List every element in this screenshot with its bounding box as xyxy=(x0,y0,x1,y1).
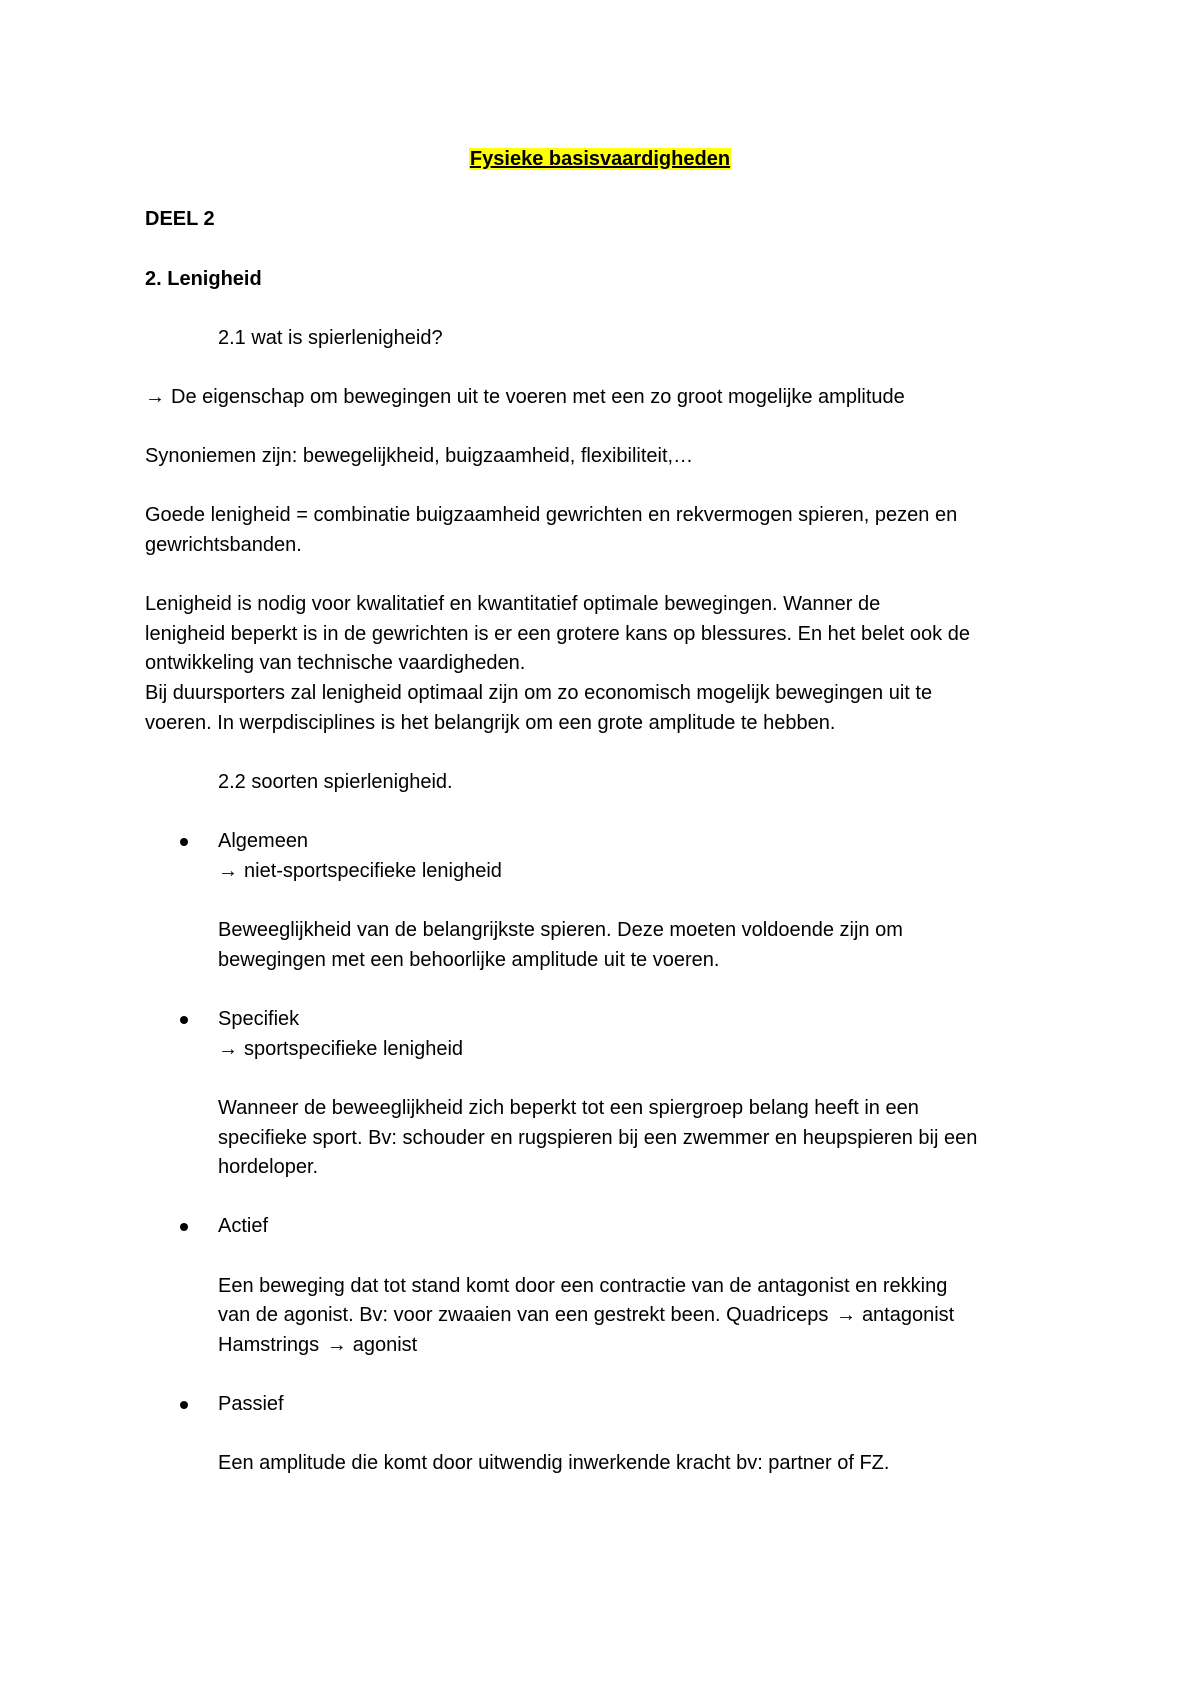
bullet-icon xyxy=(180,838,188,846)
actief-desc-line-3 xyxy=(218,1330,417,1360)
actief-desc-line-3-pre: Hamstrings xyxy=(218,1334,320,1356)
paragraph-line: Bij duursporters zal lenigheid optimaal zijn om zo economisch mogelijk bewegingen uit te xyxy=(145,682,933,704)
paragraph-line: Lenigheid is nodig voor kwalitatief en kwantitatief optimale bewegingen. Wanner de xyxy=(145,593,881,615)
bullet-icon xyxy=(180,1223,188,1231)
document-title-text: Fysieke basisvaardigheden xyxy=(469,148,731,170)
specifiek-desc-line-1: Wanneer de beweeglijkheid zich beperkt tot een spiergroep belang heeft in een xyxy=(218,1097,919,1119)
synonyms-line: Synoniemen zijn: bewegelijkheid, buigzaamheid, flexibiliteit,… xyxy=(145,445,694,467)
bullet-icon xyxy=(180,1401,188,1409)
paragraph-line: voeren. In werpdisciplines is het belangrijk om een grote amplitude te hebben. xyxy=(145,712,836,734)
subsection-heading-2-1: 2.1 wat is spierlenigheid? xyxy=(218,327,443,349)
bullet-label-actief: Actief xyxy=(218,1215,269,1237)
section-heading: 2. Lenigheid xyxy=(145,268,262,290)
subsection-heading-2-2: 2.2 soorten spierlenigheid. xyxy=(218,771,453,793)
actief-desc-line-2-pre: van de agonist. Bv: voor zwaaien van een gestrekt been. Quadriceps xyxy=(218,1304,829,1326)
actief-desc-line-2-post: antagonist xyxy=(861,1304,955,1326)
algemeen-arrow-line xyxy=(218,856,502,886)
algemeen-desc-line-1: Beweeglijkheid van de belangrijkste spieren. Deze moeten voldoende zijn om xyxy=(218,919,903,941)
arrow-right-icon: → xyxy=(218,860,238,882)
paragraph-line: ontwikkeling van technische vaardigheden. xyxy=(145,652,526,674)
good-flexibility-line-1: Goede lenigheid = combinatie buigzaamheid gewrichten en rekvermogen spieren, pezen en xyxy=(145,504,958,526)
actief-desc-line-3-post: agonist xyxy=(352,1334,418,1356)
document-title xyxy=(0,144,1200,174)
arrow-right-icon: → xyxy=(145,386,165,408)
good-flexibility-line-2: gewrichtsbanden. xyxy=(145,534,302,556)
algemeen-arrow-text: niet-sportspecifieke lenigheid xyxy=(244,860,502,882)
passief-desc-line-1: Een amplitude die komt door uitwendig inwerkende kracht bv: partner of FZ. xyxy=(218,1452,890,1474)
bullet-label-specifiek: Specifiek xyxy=(218,1008,300,1030)
bullet-icon xyxy=(180,1016,188,1024)
arrow-right-icon: → xyxy=(326,1334,347,1356)
bullet-label-passief: Passief xyxy=(218,1393,284,1415)
definition-text: De eigenschap om bewegingen uit te voeren met een zo groot mogelijke amplitude xyxy=(171,386,905,408)
specifiek-desc-line-2: specifieke sport. Bv: schouder en rugspieren bij een zwemmer en heupspieren bij een xyxy=(218,1127,978,1149)
paragraph-line: lenigheid beperkt is in de gewrichten is er een grotere kans op blessures. En het belet ook de xyxy=(145,623,970,645)
actief-desc-line-1: Een beweging dat tot stand komt door een contractie van de antagonist en rekking xyxy=(218,1275,948,1297)
part-heading: DEEL 2 xyxy=(145,208,215,230)
definition-line xyxy=(145,382,905,412)
specifiek-desc-line-3: hordeloper. xyxy=(218,1156,319,1178)
specifiek-arrow-text: sportspecifieke lenigheid xyxy=(244,1038,464,1060)
arrow-right-icon: → xyxy=(835,1304,856,1326)
arrow-right-icon: → xyxy=(218,1038,238,1060)
specifiek-arrow-line xyxy=(218,1034,463,1064)
bullet-label-algemeen: Algemeen xyxy=(218,830,309,852)
actief-desc-line-2 xyxy=(218,1300,954,1330)
algemeen-desc-line-2: bewegingen met een behoorlijke amplitude uit te voeren. xyxy=(218,949,720,971)
